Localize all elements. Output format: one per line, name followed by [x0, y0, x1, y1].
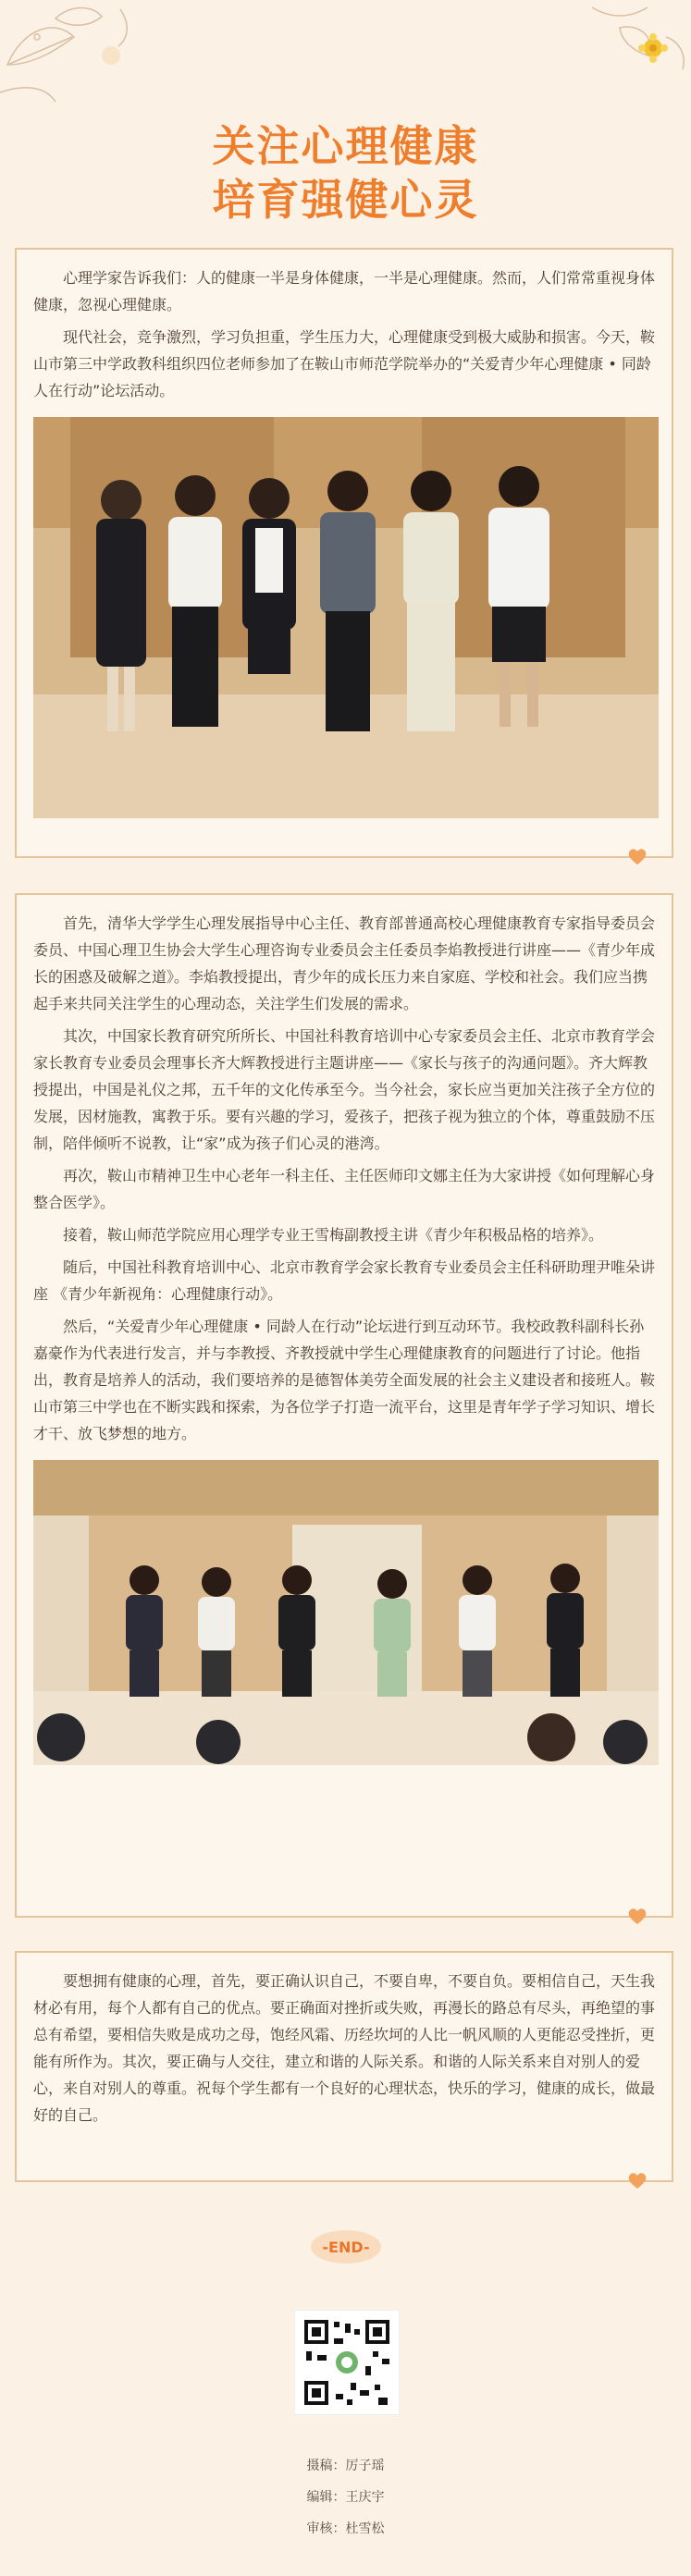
intro-section — [15, 248, 673, 858]
group-photo — [33, 417, 659, 818]
leaf-decoration-icon — [0, 0, 691, 111]
forum-photo — [33, 1460, 659, 1765]
intro-paragraph: 现代社会，竞争激烈，学习负担重，学生压力大，心理健康受到极大威胁和损害。今天，鞍山市第三中学政教科组织四位老师参加了在鞍山市师范学院举办的“关爱青少年心理健康 • 同龄人在行动”论坛活动。 — [33, 328, 656, 399]
lecture-paragraph: 随后，中国社科教育培训中心、北京市教育学会家长教育专业委员会主任科研助理尹唯朵讲座 《青少年新视角：心理健康行动》。 — [33, 1258, 656, 1303]
lecture-paragraph: 其次，中国家长教育研究所所长、中国社科教育培训中心专家委员会主任、北京市教育学会家长教育专业委员会理事长齐大辉教授进行主题讲座——《家长与孩子的沟通问题》。齐大辉教授提出，中国是礼仪之邦，五千年的文化传承至今。当今社会，家长应当更加关注孩子全方位的发展，因材施教，寓教于乐。要有兴趣的学习，爱孩子，把孩子视为独立的个体，尊重鼓励不压制，陪伴倾听不说教，让“家”成为孩子们心灵的港湾。 — [33, 1027, 656, 1152]
lecture-paragraph: 再次，鞍山市精神卫生中心老年一科主任、主任医师印文娜主任为大家讲授《如何理解心身整合医学》。 — [33, 1167, 656, 1211]
end-badge-bg — [304, 2228, 388, 2265]
credit-review: 审核：杜雪松 — [306, 2521, 385, 2536]
credit-photo: 摄稿：厉子瑶 — [306, 2459, 385, 2473]
page-title-line2: 培育强健心灵 — [212, 175, 479, 225]
page-title-line1: 关注心理健康 — [212, 121, 479, 171]
conclusion-section — [15, 1951, 673, 2182]
lecture-paragraph: 接着，鞍山师范学院应用心理学专业王雪梅副教授主讲《青少年积极品格的培养》。 — [63, 1226, 604, 1244]
heart-icon — [627, 2171, 648, 2190]
credit-editor: 编辑：王庆宇 — [306, 2490, 385, 2505]
lecture-paragraph: 然后，“关爱青少年心理健康 • 同龄人在行动”论坛进行到互动环节。我校政教科副科长孙嘉豪作为代表进行发言，并与李教授、齐教授就中学生心理健康教育的问题进行了讨论。他指出，教育是培养人的活动，我们要培养的是德智体美劳全面发展的社会主义建设者和接班人。鞍山市第三中学也在不断实践和探索，为各位学子打造一流平台，这里是青年学子学习知识、增长才干、放飞梦想的地方。 — [33, 1318, 656, 1442]
lecture-section — [15, 893, 673, 1918]
end-badge — [0, 2228, 691, 2265]
heart-icon — [627, 1907, 648, 1925]
lecture-paragraph: 首先，清华大学学生心理发展指导中心主任、教育部普通高校心理健康教育专家指导委员会委员、中国心理卫生协会大学生心理咨询专业委员会主任委员李焰教授进行讲座——《青少年成长的困惑及破解之道》。李焰教授提出，青少年的成长压力来自家庭、学校和社会。我们应当携起手来共同关注学生的心理动态，关注学生们发展的需求。 — [33, 914, 656, 1012]
qr-code[interactable] — [294, 2310, 400, 2415]
heart-icon — [627, 847, 648, 865]
end-label: -END- — [321, 2239, 370, 2256]
conclusion-paragraph: 要想拥有健康的心理，首先，要正确认识自己，不要自卑，不要自负。要相信自己，天生我材必有用，每个人都有自己的优点。要正确面对挫折或失败，再漫长的路总有尽头，再绝望的事总有希望，要相信失败是成功之母，饱经风霜、历经坎坷的人比一帆风顺的人更能忍受挫折，更能有所作为。其次，要正确与人交往，建立和谐的人际关系。和谐的人际关系来自对别人的爱心，来自对别人的尊重。祝每个学生都有一个良好的心理状态，快乐的学习，健康的成长，做最好的自己。 — [33, 1972, 656, 2124]
intro-paragraph: 心理学家告诉我们：人的健康一半是身体健康，一半是心理健康。然而，人们常常重视身体健康，忽视心理健康。 — [33, 269, 656, 313]
